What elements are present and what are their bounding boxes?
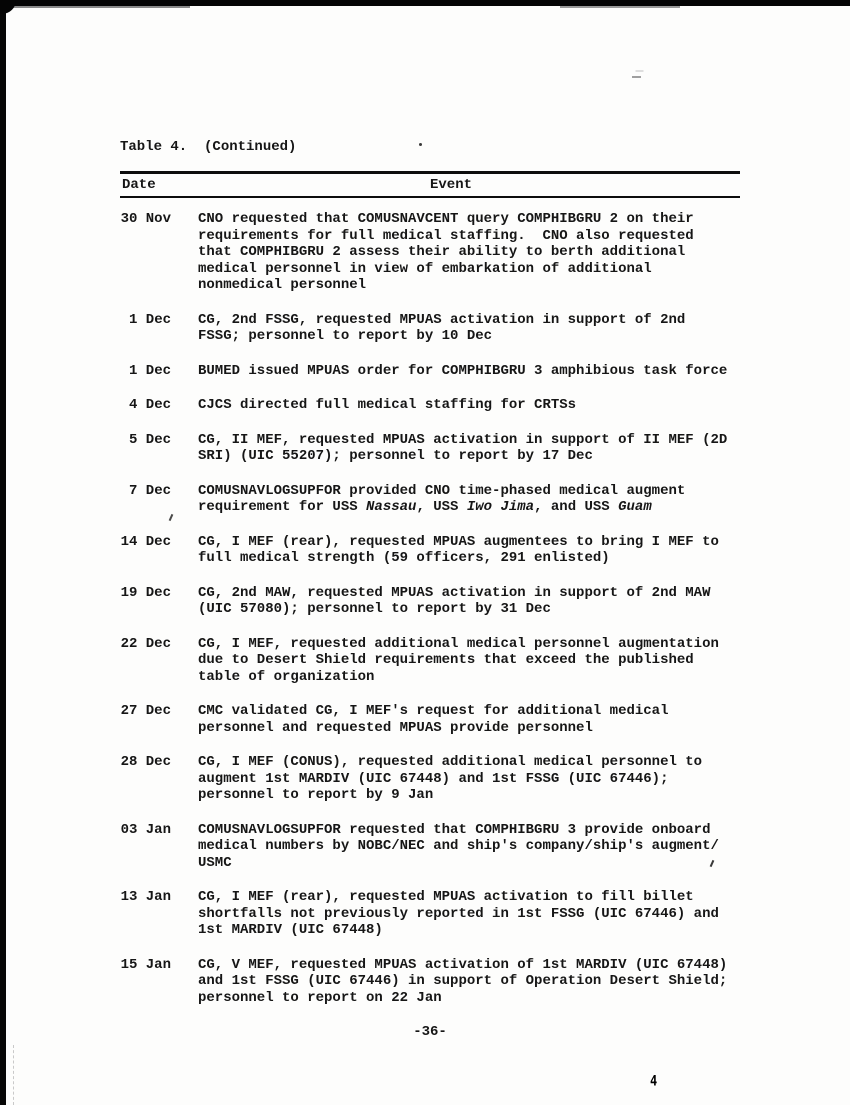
row-date: 1 Dec bbox=[128, 311, 171, 328]
event-text-line: augment 1st MARDIV (UIC 67448) and 1st FSSG (UIC 67446); bbox=[198, 770, 669, 787]
event-text-line: requirements for full medical staffing. CNO also requested bbox=[198, 227, 694, 244]
table-row bbox=[120, 754, 740, 804]
event-text-line: shortfalls not previously reported in 1st FSSG (UIC 67446) and bbox=[198, 905, 719, 922]
table-row bbox=[120, 585, 740, 618]
event-text-line: CG, I MEF (rear), requested MPUAS augmentees to bring I MEF to bbox=[198, 533, 719, 550]
row-event bbox=[198, 312, 685, 345]
event-text-line: personnel and requested MPUAS provide personnel bbox=[198, 719, 593, 736]
table-row bbox=[120, 483, 740, 516]
event-text-line: nonmedical personnel bbox=[198, 277, 367, 293]
row-event bbox=[198, 822, 719, 872]
event-text-line: CG, I MEF, requested additional medical personnel augmentation bbox=[198, 635, 719, 652]
document-content bbox=[120, 139, 740, 1041]
page-number: -36- bbox=[413, 1024, 447, 1040]
row-date: 15 Jan bbox=[120, 956, 171, 973]
row-event bbox=[198, 363, 727, 380]
ink-speck: 4 bbox=[650, 1072, 658, 1090]
event-text-line: full medical strength (59 officers, 291 enlisted) bbox=[198, 550, 610, 566]
ink-speck bbox=[632, 76, 641, 78]
scan-edge-fuzz bbox=[560, 6, 680, 8]
event-text-line: that COMPHIBGRU 2 assess their ability to berth additional bbox=[198, 244, 686, 260]
table-row bbox=[120, 889, 740, 939]
table-row bbox=[120, 363, 740, 380]
scan-edge-fuzz bbox=[0, 6, 190, 8]
event-text-line: requirement for USS Nassau, USS Iwo Jima, and USS Guam bbox=[198, 499, 652, 515]
event-text-line: SRI) (UIC 55207); personnel to report by 17 Dec bbox=[198, 448, 593, 464]
column-header-event: Event bbox=[430, 177, 473, 193]
row-event bbox=[198, 483, 685, 516]
table-body bbox=[120, 211, 740, 1006]
table-row bbox=[120, 211, 740, 294]
table-row bbox=[120, 432, 740, 465]
table-row bbox=[120, 312, 740, 345]
row-event bbox=[198, 534, 719, 567]
row-event bbox=[198, 754, 702, 804]
table-row bbox=[120, 636, 740, 686]
row-event bbox=[198, 211, 694, 294]
row-date: 30 Nov bbox=[120, 211, 171, 227]
row-date: 5 Dec bbox=[128, 431, 171, 448]
event-text-line: personnel to report on 22 Jan bbox=[198, 989, 442, 1006]
event-text-line: COMUSNAVLOGSUPFOR requested that COMPHIBGRU 3 provide onboard bbox=[198, 821, 711, 838]
column-header-date: Date bbox=[122, 177, 156, 193]
event-text-line: FSSG; personnel to report by 10 Dec bbox=[198, 328, 493, 344]
scan-edge-dots bbox=[13, 1045, 15, 1105]
event-text-line: CG, 2nd MAW, requested MPUAS activation in support of 2nd MAW bbox=[198, 584, 711, 601]
row-date: 03 Jan bbox=[120, 821, 171, 838]
event-text-line: CNO requested that COMUSNAVCENT query COMPHIBGRU 2 on their bbox=[198, 211, 694, 227]
event-text-line: medical personnel in view of embarkation of additional bbox=[198, 260, 652, 277]
table-row bbox=[120, 534, 740, 567]
table-title: Table 4. (Continued) bbox=[120, 139, 297, 155]
row-date: 27 Dec bbox=[120, 703, 171, 719]
event-text-line: CJCS directed full medical staffing for CRTSs bbox=[198, 397, 577, 413]
event-text-line: CMC validated CG, I MEF's request for additional medical bbox=[198, 703, 669, 719]
row-event bbox=[198, 957, 727, 1007]
row-date: 28 Dec bbox=[120, 754, 171, 770]
event-text-line: COMUSNAVLOGSUPFOR provided CNO time-phased medical augment bbox=[198, 482, 686, 499]
event-text-line: medical numbers by NOBC/NEC and ship's company/ship's augment/ bbox=[198, 838, 719, 854]
event-text-line: personnel to report by 9 Jan bbox=[198, 787, 434, 803]
row-date: 1 Dec bbox=[128, 362, 171, 379]
scan-edge-left bbox=[0, 0, 6, 1105]
event-text-line: (UIC 57080); personnel to report by 31 Dec bbox=[198, 601, 551, 617]
row-event bbox=[198, 703, 668, 736]
row-date: 7 Dec bbox=[128, 482, 171, 499]
row-date: 19 Dec bbox=[120, 584, 171, 601]
row-event bbox=[198, 397, 576, 414]
row-event bbox=[198, 636, 719, 686]
row-date: 14 Dec bbox=[120, 533, 171, 550]
event-text-line: table of organization bbox=[198, 668, 375, 685]
event-text-line: and 1st FSSG (UIC 67446) in support of Operation Desert Shield; bbox=[198, 973, 728, 989]
event-text-line: 1st MARDIV (UIC 67448) bbox=[198, 922, 383, 938]
event-text-line: BUMED issued MPUAS order for COMPHIBGRU 3 amphibious task force bbox=[198, 362, 728, 379]
table-header bbox=[120, 171, 740, 198]
scan-edge-corner bbox=[0, 0, 16, 14]
event-text-line: CG, II MEF, requested MPUAS activation in support of II MEF (2D bbox=[198, 431, 728, 448]
row-event bbox=[198, 585, 710, 618]
table-row bbox=[120, 822, 740, 872]
event-text-line: CG, 2nd FSSG, requested MPUAS activation in support of 2nd bbox=[198, 311, 686, 328]
event-text-line: USMC bbox=[198, 854, 232, 871]
table-row bbox=[120, 957, 740, 1007]
row-date: 22 Dec bbox=[120, 635, 171, 652]
row-date: 4 Dec bbox=[128, 397, 171, 413]
row-event bbox=[198, 889, 719, 939]
row-event bbox=[198, 432, 727, 465]
event-text-line: CG, V MEF, requested MPUAS activation of 1st MARDIV (UIC 67448) bbox=[198, 956, 728, 973]
event-text-line: CG, I MEF (CONUS), requested additional medical personnel to bbox=[198, 754, 703, 770]
row-date: 13 Jan bbox=[120, 889, 171, 905]
event-text-line: due to Desert Shield requirements that exceed the published bbox=[198, 652, 694, 668]
table-row bbox=[120, 397, 740, 414]
event-text-line: CG, I MEF (rear), requested MPUAS activation to fill billet bbox=[198, 889, 694, 905]
table-row bbox=[120, 703, 740, 736]
